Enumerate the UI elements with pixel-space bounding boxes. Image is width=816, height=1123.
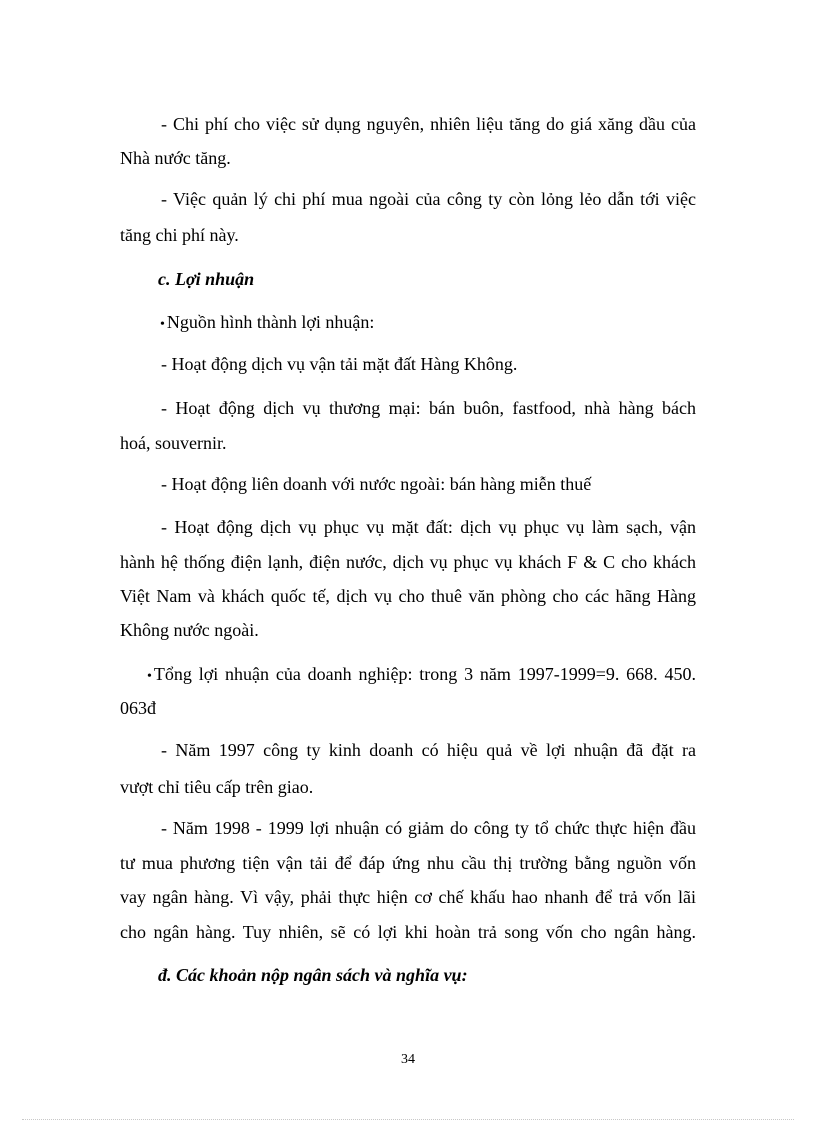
bullet-item [160, 310, 816, 337]
text-line: - Hoạt động dịch vụ vận tải mặt đất Hàng Không. [161, 354, 518, 374]
text-line: - Hoạt động dịch vụ phục vụ mặt đất: dịch vụ phục vụ làm sạch, vận [161, 517, 696, 537]
bullet-icon: • [160, 317, 165, 332]
section-heading-budget: đ. Các khoản nộp ngân sách và nghĩa vụ: [158, 965, 468, 985]
text-line: Nhà nước tăng. [120, 148, 231, 168]
text-line: cho ngân hàng. Tuy nhiên, sẽ có lợi khi hoàn trả song vốn cho ngân hàng. [120, 922, 696, 942]
text-line: Việt Nam và khách quốc tế, dịch vụ cho thuê văn phòng cho các hãng Hàng [120, 586, 696, 606]
bullet-text: Nguồn hình thành lợi nhuận: [166, 312, 375, 332]
text-line: Không nước ngoài. [120, 620, 259, 640]
text-line: vượt chỉ tiêu cấp trên giao. [120, 777, 314, 797]
text-line: - Việc quản lý chi phí mua ngoài của công ty còn lỏng lẻo dẫn tới việc [161, 189, 696, 209]
text-line: vay ngân hàng. Vì vậy, phải thực hiện cơ chế khấu hao nhanh để trả vốn lãi [120, 887, 696, 907]
page-divider [22, 1119, 794, 1120]
text-line: tăng chi phí này. [120, 225, 239, 245]
text-line: - Năm 1998 - 1999 lợi nhuận có giảm do công ty tổ chức thực hiện đầu [161, 818, 696, 838]
bullet-item [147, 662, 696, 689]
bullet-icon: • [147, 669, 152, 684]
section-heading-profit: c. Lợi nhuận [158, 269, 255, 289]
text-line: 063đ [120, 698, 156, 718]
text-line: tư mua phương tiện vận tải để đáp ứng nhu cầu thị trường bằng nguồn vốn [120, 853, 696, 873]
text-line: hành hệ thống điện lạnh, điện nước, dịch vụ phục vụ khách F & C cho khách [120, 552, 696, 572]
text-line: - Năm 1997 công ty kinh doanh có hiệu quả về lợi nhuận đã đặt ra [161, 740, 696, 760]
text-line: - Chi phí cho việc sử dụng nguyên, nhiên liệu tăng do giá xăng dầu của [161, 114, 696, 134]
text-line: hoá, souvernir. [120, 433, 227, 453]
page-number: 34 [401, 1052, 415, 1067]
text-line: - Hoạt động liên doanh với nước ngoài: bán hàng miễn thuế [161, 474, 592, 494]
text-line: - Hoạt động dịch vụ thương mại: bán buôn, fastfood, nhà hàng bách [161, 398, 696, 418]
bullet-text: Tổng lợi nhuận của doanh nghiệp: trong 3 năm 1997-1999=9. 668. 450. [153, 664, 696, 684]
